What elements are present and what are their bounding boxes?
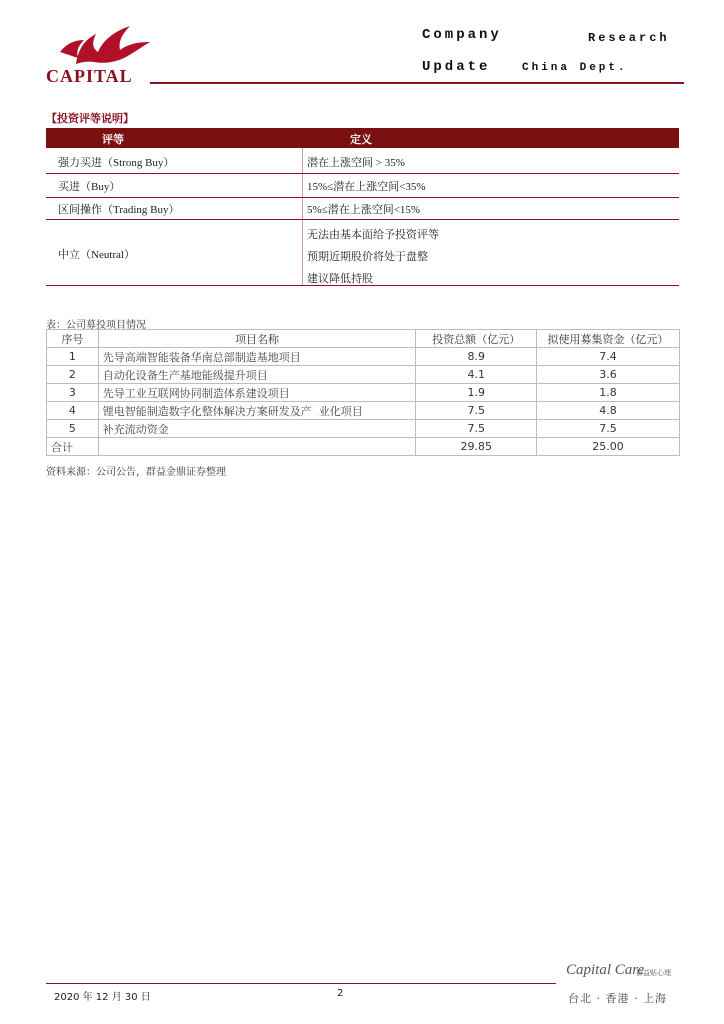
cell-index: 2 [47,366,99,384]
header-research: Research [588,31,670,45]
table-header-row [47,330,680,348]
table-row [47,384,680,402]
cell-investment: 1.9 [416,384,537,402]
rating-definition: 5%≤潜在上涨空间<15% [307,204,421,216]
projects-table [46,329,680,456]
col-header-name: 项目名称 [98,330,416,348]
header-company: Company [422,27,502,43]
cell-name: 先导高端智能装备华南总部制造基地项目 [98,348,416,366]
cell-investment: 4.1 [416,366,537,384]
rating-definition: 建议降低持股 [307,273,373,285]
cell-raised: 1.8 [537,384,680,402]
footer-cities: 台北 · 香港 · 上海 [568,992,667,1005]
company-logo [46,22,156,86]
table-source: 资料来源：公司公告，群益金鼎证券整理 [46,467,226,478]
col-header-raised: 拟使用募集资金（亿元） [537,330,680,348]
table-caption: 表：公司募投项目情况 [46,320,146,331]
rating-section-title: 【投资评等说明】 [46,112,134,125]
footer-brand-chinese: 群益贴心理 [636,969,671,977]
rating-label: 强力买进（Strong Buy） [58,157,175,169]
table-row [47,348,680,366]
cell-index: 1 [47,348,99,366]
footer-divider [46,983,556,984]
col-header-investment: 投资总额（亿元） [416,330,537,348]
rating-row [46,174,679,198]
table-row [47,402,680,420]
rating-row [46,198,679,220]
cell-name: 补充流动资金 [98,420,416,438]
table-row [47,366,680,384]
cell-raised: 7.5 [537,420,680,438]
cell-name: 锂电智能制造数字化整体解决方案研发及产 业化项目 [98,402,416,420]
rating-definition: 预期近期股价将处于盘整 [307,251,428,263]
cell-investment: 7.5 [416,420,537,438]
cell-name: 自动化设备生产基地能级提升项目 [98,366,416,384]
cell-total-empty [98,438,416,456]
rating-label: 买进（Buy） [58,181,121,193]
cell-index: 5 [47,420,99,438]
definition-col-header: 定义 [350,133,372,146]
rating-label: 区间操作（Trading Buy） [58,204,180,216]
rating-definition: 15%≤潜在上涨空间<35% [307,181,426,193]
footer-brand-logo: Capital Care [566,962,645,978]
rating-definition: 无法由基本面给予投资评等 [307,229,439,241]
table-total-row [47,438,680,456]
cell-raised: 3.6 [537,366,680,384]
cell-index: 4 [47,402,99,420]
cell-raised: 4.8 [537,402,680,420]
cell-total-investment: 29.85 [416,438,537,456]
footer-date: 2020 年 12 月 30 日 [54,992,151,1003]
rating-row [46,220,679,286]
eagle-logo-icon [46,22,156,68]
rating-row [46,149,679,174]
cell-name: 先导工业互联网协同制造体系建设项目 [98,384,416,402]
cell-raised: 7.4 [537,348,680,366]
cell-index: 3 [47,384,99,402]
cell-investment: 7.5 [416,402,537,420]
header-update: Update [422,59,491,75]
cell-total-label: 合计 [47,438,99,456]
rating-label: 中立（Neutral） [58,249,135,261]
cell-total-raised: 25.00 [537,438,680,456]
cell-investment: 8.9 [416,348,537,366]
header-dept: China Dept. [522,62,628,74]
rating-table-header [46,128,679,148]
rating-col-header: 评等 [102,133,124,146]
page-number: 2 [337,988,344,999]
header-divider [150,82,684,84]
col-header-index: 序号 [47,330,99,348]
logo-text: CAPITAL [46,66,133,86]
table-row [47,420,680,438]
rating-definition: 潜在上涨空间 > 35% [307,157,405,169]
